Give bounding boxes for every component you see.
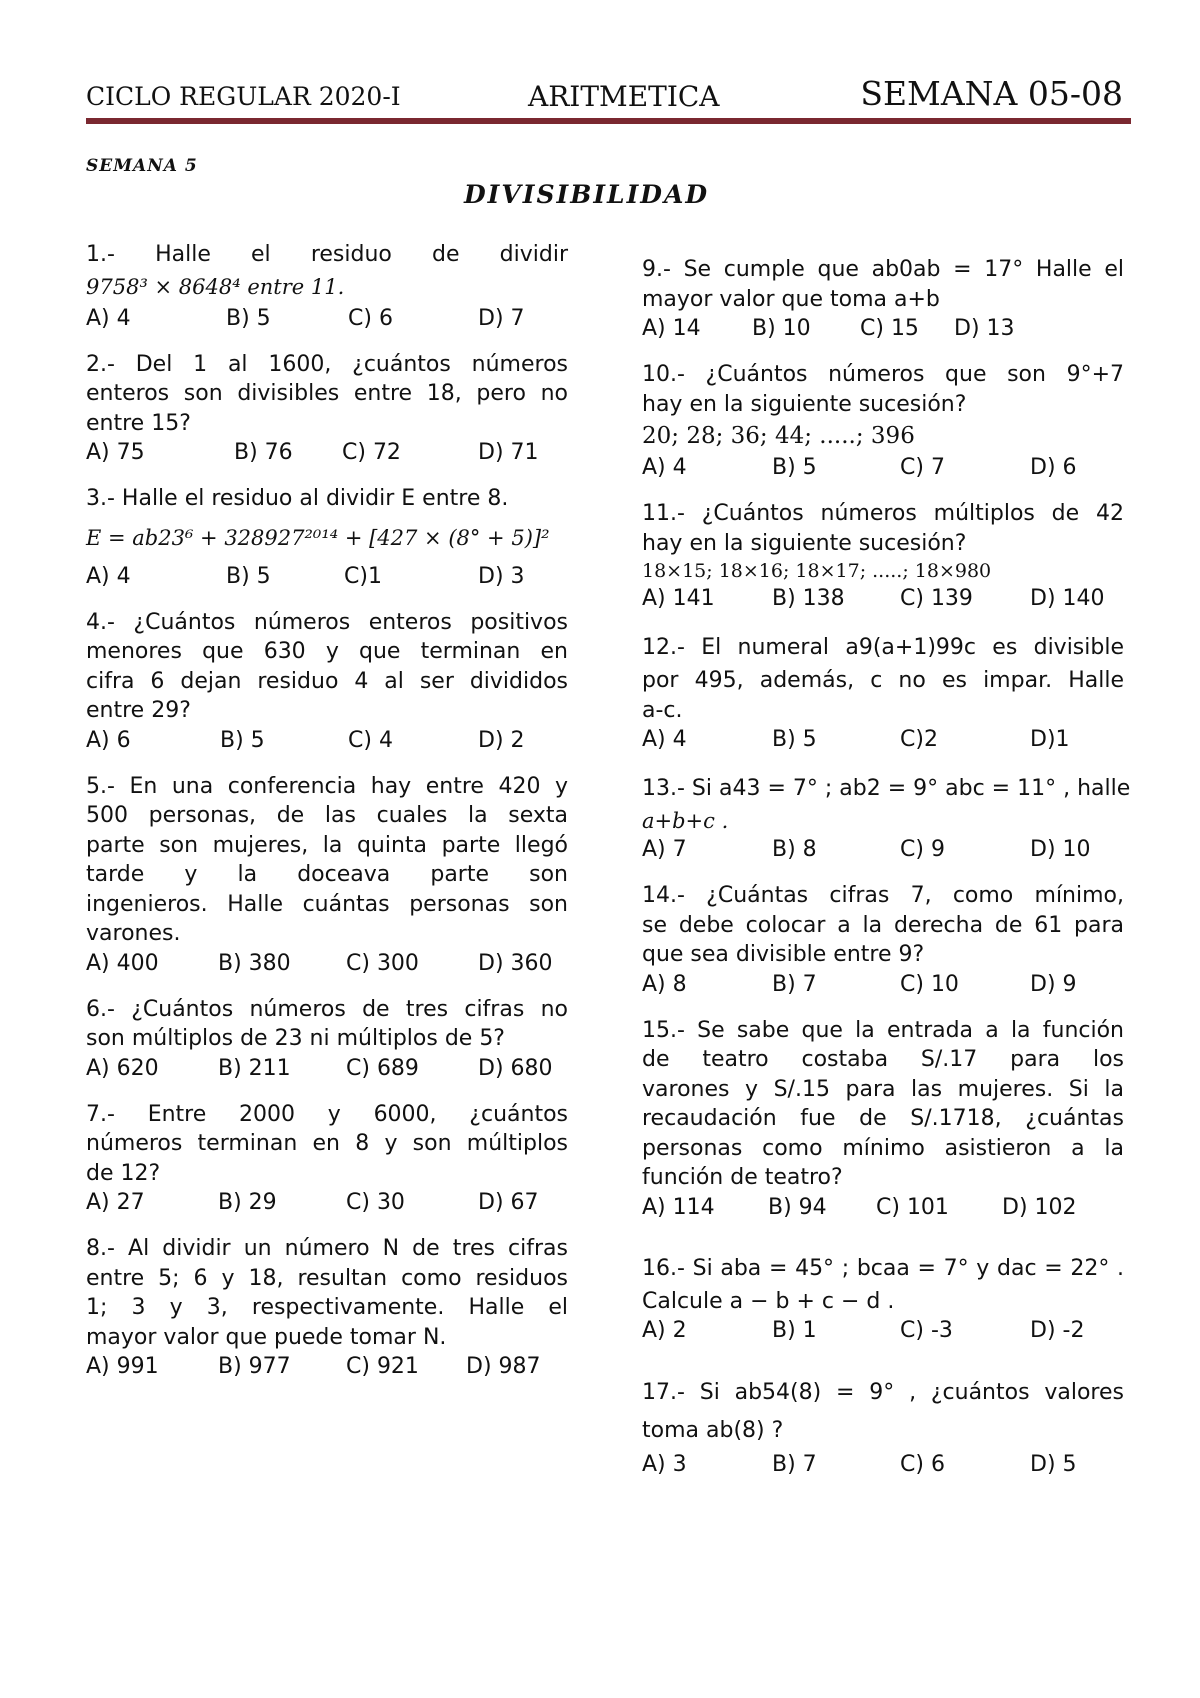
problem-text-line: por 495, además, c no es impar. Halle [642, 668, 1124, 693]
answer-choices [642, 1450, 1124, 1480]
answer-choices [86, 438, 568, 468]
problem-text-line: varones. [86, 921, 181, 946]
choice-c: C) 6 [348, 305, 393, 331]
choice-c: C) 4 [348, 727, 393, 753]
choice-c: C) 7 [900, 455, 945, 480]
problem-text-line: de 12? [86, 1160, 161, 1186]
problem-1 [86, 240, 568, 334]
problem-10 [642, 360, 1124, 483]
choice-c: C) 101 [876, 1194, 949, 1220]
problem-text-line: 7.- Entre 2000 y 6000, ¿cuántos [86, 1101, 568, 1127]
choice-b: B) 977 [218, 1354, 291, 1379]
choice-a: A) 4 [86, 563, 131, 589]
problem-12 [642, 630, 1124, 755]
right-column [642, 255, 1131, 1496]
problem-text-line: Calcule a − b + c − d . [642, 1288, 895, 1314]
choice-a: A) 400 [86, 950, 159, 976]
choice-c: C)2 [900, 727, 938, 752]
problem-text-line: 16.- Si aba = 45° ; bcaa = 7° y dac = 22° . [642, 1255, 1124, 1281]
choice-b: B) 380 [218, 950, 291, 976]
answer-choices [642, 453, 1124, 483]
left-column [86, 240, 568, 1398]
choice-a: A) 4 [642, 455, 687, 480]
problem-text-line: 17.- Si ab54(8) = 9° , ¿cuántos valores [642, 1380, 1124, 1405]
problem-text-line: 1; 3 y 3, respectivamente. Halle el [86, 1295, 568, 1320]
answer-choices [86, 304, 568, 334]
choice-d: D) 360 [478, 950, 553, 976]
problem-text-line: 8.- Al dividir un número N de tres cifras [86, 1236, 568, 1261]
choice-c: C)1 [344, 563, 382, 589]
problem-formula: E = ab23⁶ + 328927²⁰¹⁴ + [427 × (8° + 5)]² [86, 525, 550, 550]
answer-choices [642, 314, 1124, 344]
choice-c: C) 139 [900, 586, 973, 611]
choice-b: B) 211 [218, 1055, 291, 1081]
problem-2 [86, 350, 568, 469]
problem-text-line: hay en la siguiente sucesión? [642, 530, 967, 556]
choice-d: D) 13 [954, 316, 1015, 341]
problem-text-line: 1.- Halle el residuo de dividir [86, 242, 568, 267]
choice-d: D) -2 [1030, 1318, 1085, 1343]
problem-text-line: 12.- El numeral a9(a+1)99c es divisible [642, 635, 1124, 660]
choice-b: B) 5 [226, 563, 271, 589]
choice-a: A) 8 [642, 971, 687, 997]
choice-b: B) 7 [772, 971, 817, 997]
problem-text-line: recaudación fue de S/.1718, ¿cuántas [642, 1106, 1124, 1131]
problem-text-line: varones y S/.15 para las mujeres. Si la [642, 1076, 1124, 1102]
choice-a: A) 4 [642, 727, 687, 752]
choice-a: A) 2 [642, 1318, 687, 1343]
choice-b: B) 138 [772, 586, 845, 611]
problem-text-line: 11.- ¿Cuántos números múltiplos de 42 [642, 501, 1124, 526]
problem-text-line: 4.- ¿Cuántos números enteros positivos [86, 609, 568, 635]
choice-c: C) 9 [900, 837, 945, 862]
choice-b: B) 5 [226, 305, 271, 331]
problem-sequence: 20; 28; 36; 44; .....; 396 [642, 423, 915, 449]
problem-5 [86, 772, 568, 979]
choice-d: D) 2 [478, 727, 525, 753]
choice-c: C) 300 [346, 950, 419, 976]
problem-text-line: 3.- Halle el residuo al dividir E entre 8. [86, 486, 509, 511]
choice-c: C) 10 [900, 971, 959, 997]
choice-d: D) 6 [1030, 455, 1077, 480]
choice-b: B) 8 [772, 837, 817, 862]
problem-text-line: 2.- Del 1 al 1600, ¿cuántos números [86, 351, 568, 377]
choice-d: D) 67 [478, 1190, 539, 1215]
answer-choices [642, 835, 1124, 865]
answer-choices [642, 725, 1124, 755]
problem-text-line: menores que 630 y que terminan en [86, 639, 568, 664]
problem-8 [86, 1234, 568, 1382]
problem-3 [86, 484, 568, 592]
problem-text-line: 6.- ¿Cuántos números de tres cifras no [86, 996, 568, 1022]
choice-d: D) 71 [478, 440, 539, 465]
choice-a: A) 27 [86, 1190, 145, 1215]
problem-text-line: 10.- ¿Cuántos números que son 9°+7 [642, 362, 1124, 387]
header-divider [86, 118, 1131, 124]
problem-text-line: entre 5; 6 y 18, resultan como residuos [86, 1265, 568, 1291]
choice-a: A) 6 [86, 727, 131, 753]
problem-16 [642, 1251, 1124, 1347]
choice-a: A) 3 [642, 1452, 687, 1477]
problem-text-line: se debe colocar a la derecha de 61 para [642, 912, 1124, 938]
problem-13 [642, 771, 1131, 865]
choice-a: A) 14 [642, 316, 701, 341]
problem-text-line: números terminan en 8 y son múltiplos [86, 1131, 568, 1156]
answer-choices [642, 1316, 1124, 1346]
choice-b: B) 94 [768, 1194, 827, 1220]
choice-a: A) 4 [86, 305, 131, 331]
choice-d: D) 680 [478, 1055, 553, 1081]
choice-c: C) -3 [900, 1318, 953, 1343]
problem-17 [642, 1374, 1124, 1480]
problem-text-line: 5.- En una conferencia hay entre 420 y [86, 773, 568, 799]
choice-a: A) 114 [642, 1194, 715, 1220]
problem-text-line: ingenieros. Halle cuántas personas son [86, 891, 568, 917]
choice-d: D) 7 [478, 305, 525, 331]
week-label: SEMANA 5 [86, 156, 198, 176]
problem-text-line: 14.- ¿Cuántas cifras 7, como mínimo, [642, 883, 1124, 908]
problem-text-line: entre 15? [86, 410, 191, 436]
choice-b: B) 5 [220, 727, 265, 753]
problem-text-line: enteros son divisibles entre 18, pero no [86, 381, 568, 406]
choice-d: D) 9 [1030, 971, 1077, 997]
choice-c: C) 72 [342, 440, 401, 465]
problem-text-line: cifra 6 dejan residuo 4 al ser divididos [86, 668, 568, 694]
problem-text-line: hay en la siguiente sucesión? [642, 391, 967, 417]
answer-choices [642, 1193, 1124, 1223]
answer-choices [642, 584, 1124, 614]
choice-c: C) 921 [346, 1354, 419, 1379]
answer-choices [86, 1188, 568, 1218]
choice-d: D) 987 [466, 1354, 541, 1379]
problem-text-line: mayor valor que puede tomar N. [86, 1324, 447, 1350]
problem-11 [642, 499, 1124, 614]
choice-b: B) 1 [772, 1318, 817, 1343]
answer-choices [642, 970, 1124, 1000]
answer-choices [86, 1352, 568, 1382]
choice-d: D)1 [1030, 727, 1070, 752]
subject-label: ARITMETICA [528, 80, 720, 113]
choice-d: D) 102 [1002, 1194, 1077, 1220]
problem-text-line: personas como mínimo asistieron a la [642, 1135, 1124, 1161]
choice-a: A) 991 [86, 1354, 159, 1379]
choice-b: B) 76 [234, 440, 293, 465]
choice-a: A) 620 [86, 1055, 159, 1081]
choice-c: C) 15 [860, 316, 919, 341]
problem-sequence: 18×15; 18×16; 18×17; .....; 18×980 [642, 560, 992, 582]
choice-c: C) 689 [346, 1055, 419, 1081]
problem-4 [86, 608, 568, 756]
problem-7 [86, 1100, 568, 1219]
problem-text-line: de teatro costaba S/.17 para los [642, 1047, 1124, 1072]
problem-text-line: son múltiplos de 23 ni múltiplos de 5? [86, 1026, 505, 1051]
choice-d: D) 5 [1030, 1452, 1077, 1477]
answer-choices [86, 1054, 568, 1084]
course-label: CICLO REGULAR 2020-I [86, 82, 401, 111]
problem-text-line: parte son mujeres, la quinta parte llegó [86, 832, 568, 858]
answer-choices [86, 726, 568, 756]
problem-6 [86, 995, 568, 1084]
problem-14 [642, 881, 1124, 1000]
section-title: DIVISIBILIDAD [464, 180, 710, 209]
choice-d: D) 3 [478, 563, 525, 589]
problem-text-line: función de teatro? [642, 1165, 843, 1190]
problem-text-line: mayor valor que toma a+b [642, 286, 940, 312]
choice-d: D) 140 [1030, 586, 1105, 611]
answer-choices [86, 562, 568, 592]
choice-c: C) 6 [900, 1452, 945, 1477]
problem-text-line: toma ab(8) ? [642, 1418, 784, 1443]
choice-d: D) 10 [1030, 837, 1091, 862]
problem-text-line: 500 personas, de las cuales la sexta [86, 803, 568, 828]
choice-a: A) 7 [642, 837, 687, 862]
choice-b: B) 5 [772, 455, 817, 480]
page-header [86, 72, 1131, 112]
problem-text-line: entre 29? [86, 698, 191, 723]
choice-b: B) 10 [752, 316, 811, 341]
problem-15 [642, 1016, 1124, 1223]
choice-a: A) 141 [642, 586, 715, 611]
problem-text-line: tarde y la doceava parte son [86, 862, 568, 887]
answer-choices [86, 949, 568, 979]
problem-formula: a+b+c . [642, 809, 729, 833]
problem-text-line: 9.- Se cumple que ab0ab = 17° Halle el [642, 257, 1124, 282]
problem-text-line: 15.- Se sabe que la entrada a la función [642, 1017, 1124, 1043]
choice-c: C) 30 [346, 1190, 405, 1215]
choice-b: B) 29 [218, 1190, 277, 1215]
problem-text-line: 13.- Si a43 = 7° ; ab2 = 9° abc = 11° , halle [642, 776, 1131, 801]
problem-9 [642, 255, 1124, 344]
choice-b: B) 5 [772, 727, 817, 752]
problem-text-line: a-c. [642, 697, 683, 723]
problem-text-line: que sea divisible entre 9? [642, 942, 925, 967]
choice-a: A) 75 [86, 440, 145, 465]
week-range-label: SEMANA 05-08 [860, 74, 1123, 113]
problem-formula: 9758³ × 8648⁴ entre 11. [86, 274, 345, 299]
choice-b: B) 7 [772, 1452, 817, 1477]
